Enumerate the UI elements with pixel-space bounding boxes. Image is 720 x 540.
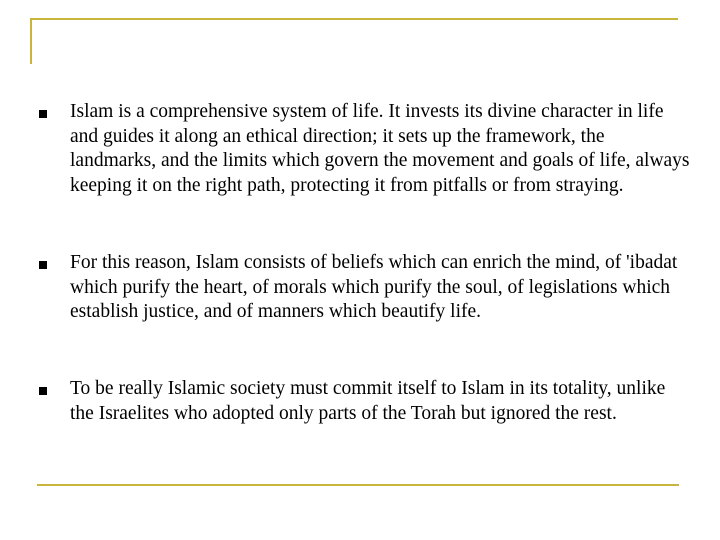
bullet-text: Islam is a comprehensive system of life. It invests its divine character in life and guides it along an ethical direction; it sets up the framework, the landmarks, and the limits which govern the movement and goals of life, always keeping it on the right path, protecting it from pitfalls or from straying. xyxy=(70,101,690,196)
square-bullet-icon xyxy=(39,261,47,269)
square-bullet-icon xyxy=(39,110,47,118)
square-bullet-icon xyxy=(39,387,47,395)
bullet-text: For this reason, Islam consists of beliefs which can enrich the mind, of 'ibadat which purify the heart, of morals which purify the soul, of legislations which establish justice, and of manners which beautify life. xyxy=(70,252,678,322)
bottom-accent-rule xyxy=(37,484,679,486)
top-accent-rule xyxy=(30,18,678,20)
bullet-text: To be really Islamic society must commit itself to Islam in its totality, unlike the Israelites who adopted only parts of the Torah but ignored the rest. xyxy=(70,378,666,424)
left-accent-rule xyxy=(30,18,32,64)
